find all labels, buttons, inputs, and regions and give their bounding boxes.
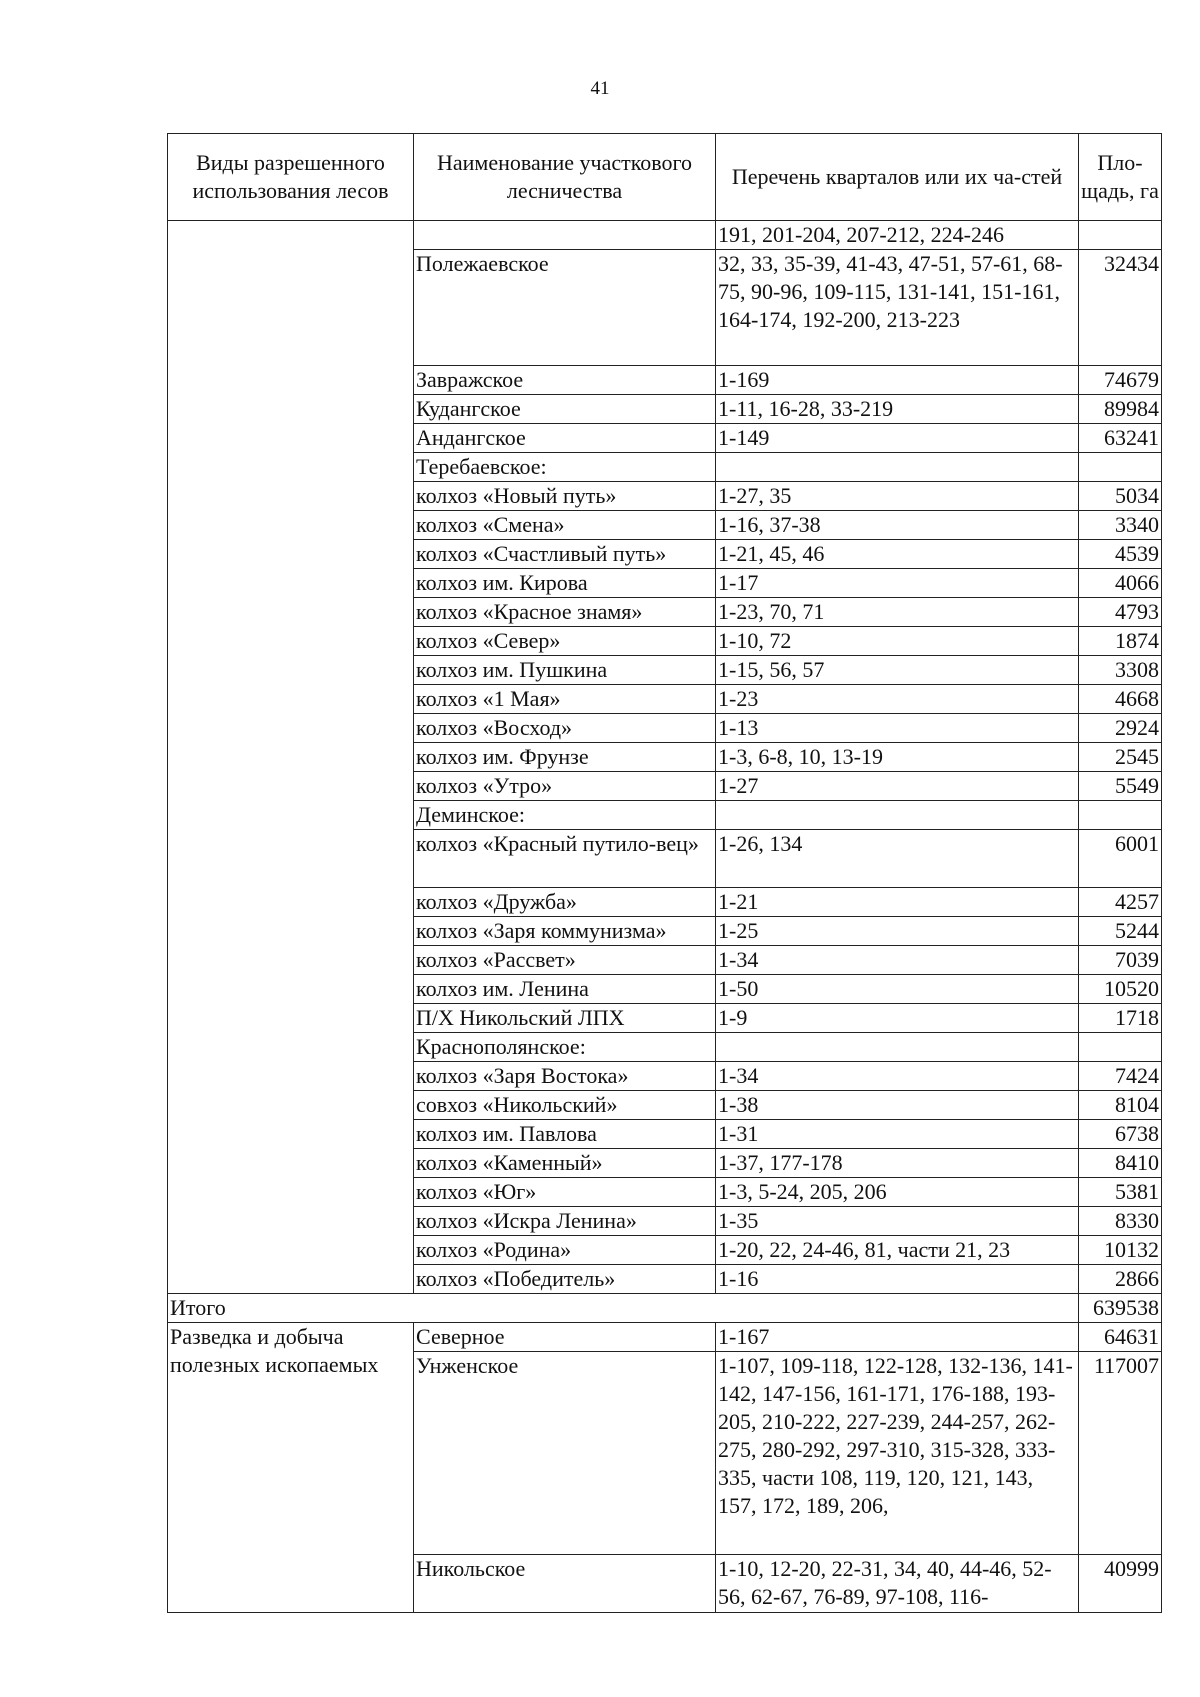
area-cell: 3340 xyxy=(1079,511,1162,540)
quarters-cell: 1-9 xyxy=(716,1004,1079,1033)
area-cell: 4066 xyxy=(1079,569,1162,598)
area-cell: 2924 xyxy=(1079,714,1162,743)
forestry-cell: колхоз «Красный путило-вец» xyxy=(414,830,716,888)
forestry-cell: колхоз «Красное знамя» xyxy=(414,598,716,627)
area-cell: 6738 xyxy=(1079,1120,1162,1149)
forestry-cell: Андангское xyxy=(414,424,716,453)
quarters-cell: 1-27 xyxy=(716,772,1079,801)
forestry-cell: колхоз «Дружба» xyxy=(414,888,716,917)
forestry-cell: Завражское xyxy=(414,366,716,395)
forestry-cell: колхоз «Новый путь» xyxy=(414,482,716,511)
forestry-cell: колхоз им. Кирова xyxy=(414,569,716,598)
forestry-cell: колхоз «1 Мая» xyxy=(414,685,716,714)
forestry-cell: колхоз «Смена» xyxy=(414,511,716,540)
area-cell xyxy=(1079,801,1162,830)
quarters-cell xyxy=(716,453,1079,482)
header-area: Пло-щадь, га xyxy=(1079,134,1162,221)
area-cell: 3308 xyxy=(1079,656,1162,685)
quarters-cell: 1-38 xyxy=(716,1091,1079,1120)
table-row xyxy=(168,221,1162,250)
header-row xyxy=(168,134,1162,221)
forestry-cell: колхоз им. Ленина xyxy=(414,975,716,1004)
area-cell xyxy=(1079,453,1162,482)
area-cell: 10520 xyxy=(1079,975,1162,1004)
area-cell xyxy=(1079,1033,1162,1062)
area-cell: 6001 xyxy=(1079,830,1162,888)
forestry-cell: Кудангское xyxy=(414,395,716,424)
forestry-cell: колхоз им. Пушкина xyxy=(414,656,716,685)
area-cell: 1718 xyxy=(1079,1004,1162,1033)
quarters-cell: 32, 33, 35-39, 41-43, 47-51, 57-61, 68-75, 90-96, 109-115, 131-141, 151-161, 164-174, 192-200, 213-223 xyxy=(716,250,1079,366)
quarters-cell: 1-167 xyxy=(716,1323,1079,1352)
forestry-cell: колхоз «Утро» xyxy=(414,772,716,801)
quarters-cell: 191, 201-204, 207-212, 224-246 xyxy=(716,221,1079,250)
quarters-cell: 1-20, 22, 24-46, 81, части 21, 23 xyxy=(716,1236,1079,1265)
quarters-cell: 1-50 xyxy=(716,975,1079,1004)
quarters-cell: 1-21, 45, 46 xyxy=(716,540,1079,569)
area-cell: 40999 xyxy=(1079,1555,1162,1613)
forest-use-table xyxy=(167,133,1162,1613)
total-row xyxy=(168,1294,1162,1323)
quarters-cell: 1-15, 56, 57 xyxy=(716,656,1079,685)
area-cell: 8410 xyxy=(1079,1149,1162,1178)
forestry-cell: колхоз «Заря коммунизма» xyxy=(414,917,716,946)
area-cell: 5549 xyxy=(1079,772,1162,801)
quarters-cell: 1-149 xyxy=(716,424,1079,453)
quarters-cell: 1-35 xyxy=(716,1207,1079,1236)
quarters-cell: 1-169 xyxy=(716,366,1079,395)
area-cell: 2545 xyxy=(1079,743,1162,772)
area-cell xyxy=(1079,221,1162,250)
area-cell: 7039 xyxy=(1079,946,1162,975)
area-cell: 5244 xyxy=(1079,917,1162,946)
quarters-cell: 1-23 xyxy=(716,685,1079,714)
area-cell: 4793 xyxy=(1079,598,1162,627)
quarters-cell: 1-3, 6-8, 10, 13-19 xyxy=(716,743,1079,772)
forestry-cell: Деминское: xyxy=(414,801,716,830)
area-cell: 8104 xyxy=(1079,1091,1162,1120)
forestry-cell: колхоз «Счастливый путь» xyxy=(414,540,716,569)
quarters-cell xyxy=(716,1033,1079,1062)
area-cell: 5034 xyxy=(1079,482,1162,511)
quarters-cell: 1-10, 12-20, 22-31, 34, 40, 44-46, 52-56, 62-67, 76-89, 97-108, 116- xyxy=(716,1555,1079,1613)
quarters-cell: 1-107, 109-118, 122-128, 132-136, 141-142, 147-156, 161-171, 176-188, 193-205, 210-222, 227-239, 244-257, 262-275, 280-292, 297-310, 315-328, 333-335, части 108, 119, 120, 121, 143, 157, 172, 189, 206, xyxy=(716,1352,1079,1555)
area-cell: 63241 xyxy=(1079,424,1162,453)
area-cell: 117007 xyxy=(1079,1352,1162,1555)
total-label: Итого xyxy=(168,1294,1079,1323)
quarters-cell: 1-21 xyxy=(716,888,1079,917)
forestry-cell: колхоз «Заря Востока» xyxy=(414,1062,716,1091)
area-cell: 89984 xyxy=(1079,395,1162,424)
forestry-cell: колхоз им. Фрунзе xyxy=(414,743,716,772)
header-quarters: Перечень кварталов или их ча-стей xyxy=(716,134,1079,221)
quarters-cell: 1-10, 72 xyxy=(716,627,1079,656)
forestry-cell: Краснополянское: xyxy=(414,1033,716,1062)
area-cell: 7424 xyxy=(1079,1062,1162,1091)
area-cell: 4257 xyxy=(1079,888,1162,917)
table-body xyxy=(168,221,1162,1613)
quarters-cell: 1-37, 177-178 xyxy=(716,1149,1079,1178)
quarters-cell: 1-23, 70, 71 xyxy=(716,598,1079,627)
area-cell: 74679 xyxy=(1079,366,1162,395)
forestry-cell: Унженское xyxy=(414,1352,716,1555)
area-cell: 1874 xyxy=(1079,627,1162,656)
quarters-cell: 1-31 xyxy=(716,1120,1079,1149)
forestry-cell: колхоз «Искра Ленина» xyxy=(414,1207,716,1236)
forestry-cell: П/Х Никольский ЛПХ xyxy=(414,1004,716,1033)
forestry-cell: Полежаевское xyxy=(414,250,716,366)
area-cell: 10132 xyxy=(1079,1236,1162,1265)
quarters-cell: 1-17 xyxy=(716,569,1079,598)
quarters-cell: 1-27, 35 xyxy=(716,482,1079,511)
forestry-cell: Теребаевское: xyxy=(414,453,716,482)
area-cell: 4539 xyxy=(1079,540,1162,569)
quarters-cell: 1-16 xyxy=(716,1265,1079,1294)
page-number: 41 xyxy=(590,78,610,99)
area-cell: 2866 xyxy=(1079,1265,1162,1294)
forestry-cell: колхоз им. Павлова xyxy=(414,1120,716,1149)
use-type-cell-empty xyxy=(168,221,414,1294)
area-cell: 5381 xyxy=(1079,1178,1162,1207)
forestry-cell: колхоз «Победитель» xyxy=(414,1265,716,1294)
forestry-cell: Никольское xyxy=(414,1555,716,1613)
total-area: 639538 xyxy=(1079,1294,1162,1323)
header-forestry: Наименование участкового лесничества xyxy=(414,134,716,221)
quarters-cell: 1-13 xyxy=(716,714,1079,743)
area-cell: 32434 xyxy=(1079,250,1162,366)
quarters-cell: 1-16, 37-38 xyxy=(716,511,1079,540)
forestry-cell: колхоз «Каменный» xyxy=(414,1149,716,1178)
quarters-cell: 1-11, 16-28, 33-219 xyxy=(716,395,1079,424)
header-use-type: Виды разрешенного использования лесов xyxy=(168,134,414,221)
use-type-mining: Разведка и добыча полезных ископаемых xyxy=(168,1323,414,1613)
forestry-cell: колхоз «Восход» xyxy=(414,714,716,743)
forestry-cell: Северное xyxy=(414,1323,716,1352)
quarters-cell: 1-25 xyxy=(716,917,1079,946)
forestry-cell: колхоз «Рассвет» xyxy=(414,946,716,975)
area-cell: 8330 xyxy=(1079,1207,1162,1236)
forestry-cell: совхоз «Никольский» xyxy=(414,1091,716,1120)
quarters-cell: 1-3, 5-24, 205, 206 xyxy=(716,1178,1079,1207)
table-row xyxy=(168,1323,1162,1352)
quarters-cell: 1-34 xyxy=(716,1062,1079,1091)
forestry-cell xyxy=(414,221,716,250)
area-cell: 4668 xyxy=(1079,685,1162,714)
forestry-cell: колхоз «Юг» xyxy=(414,1178,716,1207)
quarters-cell: 1-26, 134 xyxy=(716,830,1079,888)
forestry-cell: колхоз «Север» xyxy=(414,627,716,656)
forestry-cell: колхоз «Родина» xyxy=(414,1236,716,1265)
area-cell: 64631 xyxy=(1079,1323,1162,1352)
quarters-cell: 1-34 xyxy=(716,946,1079,975)
quarters-cell xyxy=(716,801,1079,830)
